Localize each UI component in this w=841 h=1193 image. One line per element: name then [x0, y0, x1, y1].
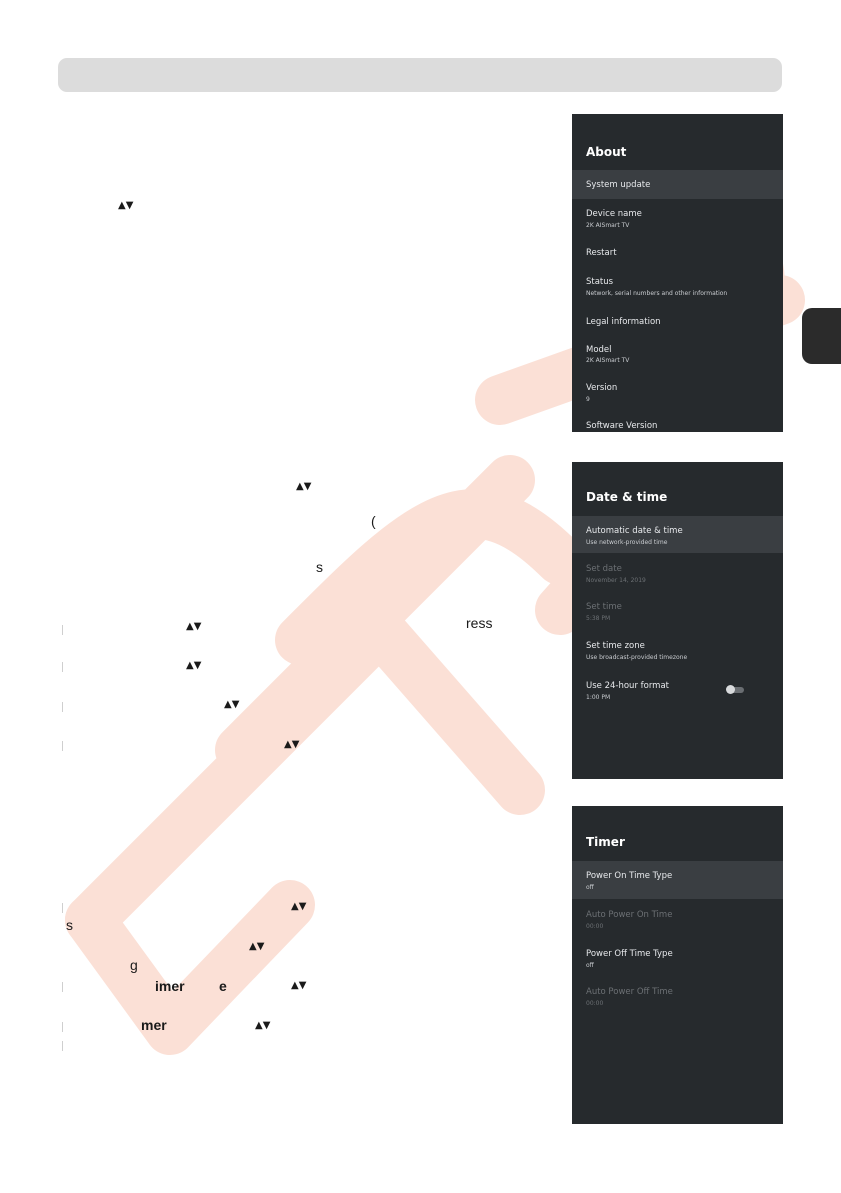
arrow-keys-icon: ▲▼ — [186, 660, 202, 671]
menu-item-label: System update — [586, 180, 651, 190]
about-panel — [572, 114, 783, 432]
text-fragment: imer — [155, 978, 185, 994]
menu-item-label: Set date — [586, 564, 622, 574]
menu-item-set-date[interactable] — [572, 558, 783, 590]
text-fragment: g — [130, 957, 138, 973]
menu-item-status[interactable] — [572, 272, 783, 304]
menu-item-value: 2K AISmart TV — [586, 222, 630, 229]
menu-item-device-name[interactable] — [572, 202, 783, 234]
menu-item-legal-information[interactable] — [572, 311, 783, 337]
text-fragment: mer — [141, 1017, 167, 1033]
menu-item-label: Power Off Time Type — [586, 949, 673, 959]
menu-item-label: Use 24-hour format — [586, 681, 669, 691]
arrow-keys-icon: ▲▼ — [118, 200, 134, 211]
arrow-keys-icon: ▲▼ — [291, 901, 307, 912]
panel-title: About — [586, 145, 627, 159]
margin-tick — [62, 662, 63, 672]
menu-item-automatic-date-time[interactable] — [572, 516, 783, 553]
margin-tick — [62, 741, 63, 751]
menu-item-value: 1:00 PM — [586, 694, 611, 701]
margin-tick — [62, 1022, 63, 1032]
chapter-tab — [802, 308, 841, 364]
menu-item-auto-power-on-time[interactable] — [572, 904, 783, 936]
24-hour-toggle[interactable] — [726, 685, 746, 694]
menu-item-label: Power On Time Type — [586, 871, 673, 881]
margin-tick — [62, 702, 63, 712]
margin-tick — [62, 625, 63, 635]
arrow-keys-icon: ▲▼ — [186, 621, 202, 632]
menu-item-auto-power-off-time[interactable] — [572, 982, 783, 1014]
arrow-keys-icon: ▲▼ — [291, 980, 307, 991]
margin-tick — [62, 903, 63, 913]
menu-item-label: Version — [586, 383, 618, 393]
text-fragment: e — [219, 978, 227, 994]
menu-item-label: Software Version — [586, 421, 658, 431]
menu-item-value: 5:38 PM — [586, 615, 611, 622]
menu-item-value: November 14, 2019 — [586, 577, 646, 584]
toggle-knob — [726, 685, 735, 694]
menu-item-value: Use network-provided time — [586, 539, 668, 546]
text-fragment: s — [316, 559, 323, 575]
panel-title: Date & time — [586, 490, 668, 504]
watermark-stroke-2 — [90, 905, 290, 1033]
menu-item-version[interactable] — [572, 379, 783, 409]
menu-item-power-off-time-type[interactable] — [572, 943, 783, 975]
menu-item-label: Legal information — [586, 317, 661, 327]
menu-item-value: Network, serial numbers and other information — [586, 290, 728, 297]
arrow-keys-icon: ▲▼ — [249, 941, 265, 952]
menu-item-model[interactable] — [572, 342, 783, 374]
menu-item-label: Auto Power Off Time — [586, 987, 673, 997]
menu-item-system-update[interactable] — [572, 170, 783, 199]
menu-item-label: Auto Power On Time — [586, 910, 673, 920]
menu-item-power-on-time-type[interactable] — [572, 861, 783, 899]
text-fragment: ress — [466, 615, 493, 631]
text-fragment: s — [66, 917, 73, 933]
panel-title: Timer — [586, 835, 625, 849]
menu-item-value: off — [586, 962, 594, 969]
date-time-panel — [572, 462, 783, 779]
menu-item-label: Set time — [586, 602, 622, 612]
menu-item-label: Restart — [586, 248, 617, 258]
text-fragment: ( — [371, 513, 376, 529]
arrow-keys-icon: ▲▼ — [296, 481, 312, 492]
menu-item-software-version[interactable] — [572, 416, 783, 432]
menu-item-use-24-hour-format[interactable] — [572, 676, 783, 708]
menu-item-label: Set time zone — [586, 641, 645, 651]
arrow-keys-icon: ▲▼ — [284, 739, 300, 750]
menu-item-label: Model — [586, 345, 612, 355]
menu-item-value: 00:00 — [586, 1000, 604, 1007]
menu-item-set-time-zone[interactable] — [572, 637, 783, 669]
menu-item-label: Status — [586, 277, 614, 287]
menu-item-value: off — [586, 884, 594, 891]
menu-item-value: 9 — [586, 396, 590, 403]
timer-panel — [572, 806, 783, 1124]
margin-tick — [62, 1041, 63, 1051]
arrow-keys-icon: ▲▼ — [255, 1020, 271, 1031]
margin-tick — [62, 982, 63, 992]
menu-item-label: Automatic date & time — [586, 526, 683, 536]
menu-item-value: 00:00 — [586, 923, 604, 930]
menu-item-label: Device name — [586, 209, 642, 219]
menu-item-value: 2K AISmart TV — [586, 357, 630, 364]
menu-item-restart[interactable] — [572, 241, 783, 267]
menu-item-value: Use broadcast-provided timezone — [586, 654, 688, 661]
arrow-keys-icon: ▲▼ — [224, 699, 240, 710]
menu-item-set-time[interactable] — [572, 597, 783, 629]
